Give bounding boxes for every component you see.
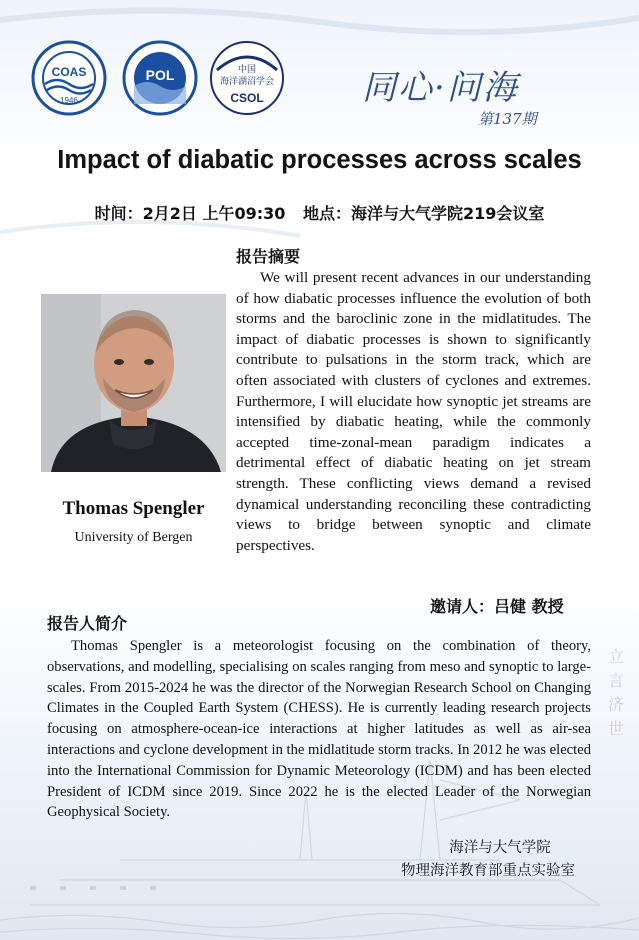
organizer-college: 海洋与大气学院 <box>449 840 551 856</box>
talk-meta <box>0 201 639 224</box>
svg-text:COAS: COAS <box>51 65 87 79</box>
svg-text:POL: POL <box>145 67 175 83</box>
speaker-name: Thomas Spengler <box>62 498 205 519</box>
talk-location: 地点：海洋与大气学院219会议室 <box>302 204 545 223</box>
svg-text:世: 世 <box>608 719 625 738</box>
speaker-photo <box>41 294 226 472</box>
svg-text:言: 言 <box>608 671 625 690</box>
bio-text: Thomas Spengler is a meteorologist focusing on the combination of theory, observations, and modelling, specialising on scales ranging from meso and synoptic to large-scales. From 2015-2024 he was the director of the Norwegian Research School on Changing Climates in the Coupled Earth System (CHESS). He is currently leading research projects focusing on atmosphere-ocean-ice interactions at higher latitudes as well as air-sea interactions and cyclone development in the midlatitude storm tracks. In 2012 he was elected into the International Commission for Dynamic Meteorology (ICDM) and has been elected President of ICDM since 2019. Since 2022 he is the elected Leader of the Norwegian Geophysical Society. <box>47 638 591 821</box>
svg-text:立: 立 <box>608 647 625 666</box>
talk-time: 时间：2月2日 上午09:30 <box>94 204 286 223</box>
abstract-text: We will present recent advances in our understanding of how diabatic processes influence the evolution of both storms and the baroclinic zone in the midlatitudes. The impact of diabatic processes is shown to significantly contribute to pulsations in the storm track, which are often associated with clusters of cyclones and extremes. Furthermore, I will elucidate how synoptic jet streams are intensified by diabatic heating, while the commonly accepted time-zonal-mean paradigm indicates a detrimental effect of diabatic heating on jet stream strength. These conflicting views demand a revised dynamical understanding reconciling these contradicting views to bridge between synoptic and climate perspectives. <box>236 269 591 554</box>
series-title: 同心·问海 <box>362 68 519 108</box>
abstract-heading: 报告摘要 <box>236 247 301 266</box>
coas-logo <box>31 40 107 116</box>
talk-title: Impact of diabatic processes across scales <box>57 146 582 174</box>
inviter: 邀请人：吕健 教授 <box>430 597 564 616</box>
svg-text:1946: 1946 <box>60 96 78 105</box>
svg-text:CSOL: CSOL <box>230 91 264 105</box>
svg-text:海洋湖沼学会: 海洋湖沼学会 <box>219 77 275 87</box>
organizer-lab: 物理海洋教育部重点实验室 <box>401 863 575 879</box>
speaker-affiliation: University of Bergen <box>74 530 193 545</box>
pol-logo <box>122 40 198 116</box>
csol-logo <box>209 40 285 116</box>
bio-heading: 报告人简介 <box>47 614 128 633</box>
svg-text:济: 济 <box>608 695 625 714</box>
issue-number: 第137期 <box>478 110 537 128</box>
svg-text:中国: 中国 <box>237 65 257 75</box>
